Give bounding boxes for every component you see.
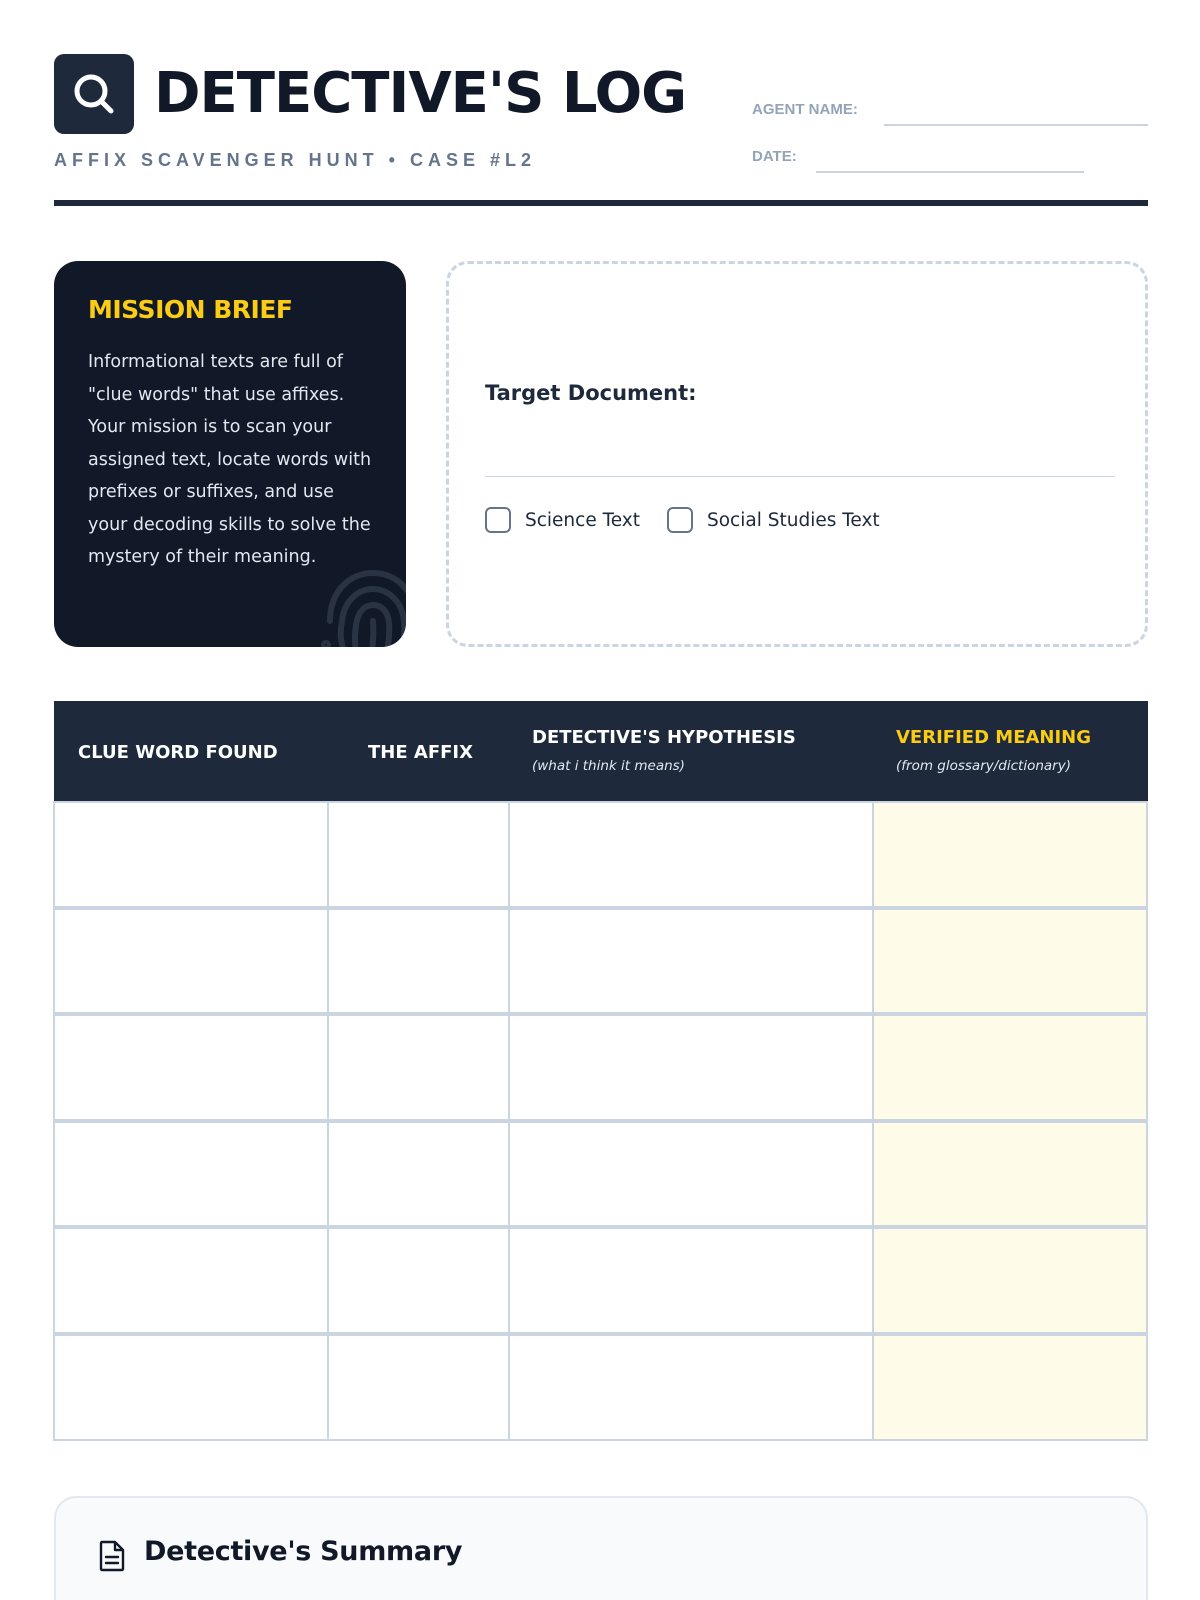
hypothesis-cell[interactable] [508, 1014, 874, 1121]
target-document-panel [446, 261, 1148, 647]
hypothesis-cell[interactable] [508, 801, 874, 908]
detective-summary-title: Detective's Summary [144, 1536, 463, 1567]
table-row [54, 1228, 1148, 1335]
science-text-checkbox[interactable] [485, 507, 511, 533]
hypothesis-cell[interactable] [508, 1121, 874, 1228]
page-header [54, 54, 1148, 206]
table-row [54, 1122, 1148, 1229]
logo-badge [54, 54, 134, 134]
agent-name-field[interactable] [884, 124, 1148, 126]
social-studies-text-option[interactable] [667, 507, 880, 533]
clue-word-cell[interactable] [53, 1121, 329, 1228]
verified-meaning-cell[interactable] [872, 1014, 1148, 1121]
affix-cell[interactable] [327, 1334, 510, 1441]
table-row [54, 1335, 1148, 1442]
science-text-option[interactable] [485, 507, 640, 533]
detective-summary-section [54, 1496, 1148, 1600]
affix-cell[interactable] [327, 1227, 510, 1334]
agent-name-label: AGENT NAME: [752, 101, 858, 118]
clue-word-cell[interactable] [53, 908, 329, 1015]
hypothesis-cell[interactable] [508, 908, 874, 1015]
table-row [54, 802, 1148, 909]
verified-meaning-cell[interactable] [872, 1227, 1148, 1334]
date-label: DATE: [752, 148, 797, 165]
mission-brief-title: MISSION BRIEF [88, 295, 293, 324]
clue-word-cell[interactable] [53, 1227, 329, 1334]
search-icon [71, 71, 117, 117]
fingerprint-icon [318, 561, 406, 647]
document-icon [98, 1540, 126, 1572]
verified-meaning-cell[interactable] [872, 1121, 1148, 1228]
hypothesis-cell[interactable] [508, 1334, 874, 1441]
target-document-field[interactable] [485, 476, 1115, 477]
social-studies-text-label: Social Studies Text [707, 509, 880, 531]
affix-cell[interactable] [327, 1014, 510, 1121]
table-row [54, 1015, 1148, 1122]
affix-cell[interactable] [327, 801, 510, 908]
verified-meaning-cell[interactable] [872, 1334, 1148, 1441]
verified-meaning-cell[interactable] [872, 801, 1148, 908]
table-row [54, 909, 1148, 1016]
clue-word-cell[interactable] [53, 1334, 329, 1441]
affix-cell[interactable] [327, 1121, 510, 1228]
affix-cell[interactable] [327, 908, 510, 1015]
page-title: DETECTIVE'S LOG [154, 61, 687, 126]
clue-word-cell[interactable] [53, 801, 329, 908]
page-subtitle: AFFIX SCAVENGER HUNT • CASE #L2 [54, 150, 537, 170]
clue-word-cell[interactable] [53, 1014, 329, 1121]
date-field[interactable] [816, 171, 1084, 173]
mission-brief-card [54, 261, 406, 647]
hypothesis-cell[interactable] [508, 1227, 874, 1334]
affix-log-table [54, 701, 1148, 1442]
target-document-label: Target Document: [485, 381, 697, 405]
table-header: CLUE WORD FOUND THE AFFIX DETECTIVE'S HYPOTHESIS (what i think it means) VERIFIED MEANING (from glossary/dictionary) [54, 701, 1148, 802]
social-studies-text-checkbox[interactable] [667, 507, 693, 533]
verified-meaning-cell[interactable] [872, 908, 1148, 1015]
header-divider [54, 200, 1148, 206]
mission-brief-text: Informational texts are full of "clue words" that use affixes. Your mission is to scan your assigned text, locate words with prefixes or suffixes, and use your decoding skills to solve the mystery of their meaning. [88, 352, 372, 567]
science-text-label: Science Text [525, 509, 641, 531]
